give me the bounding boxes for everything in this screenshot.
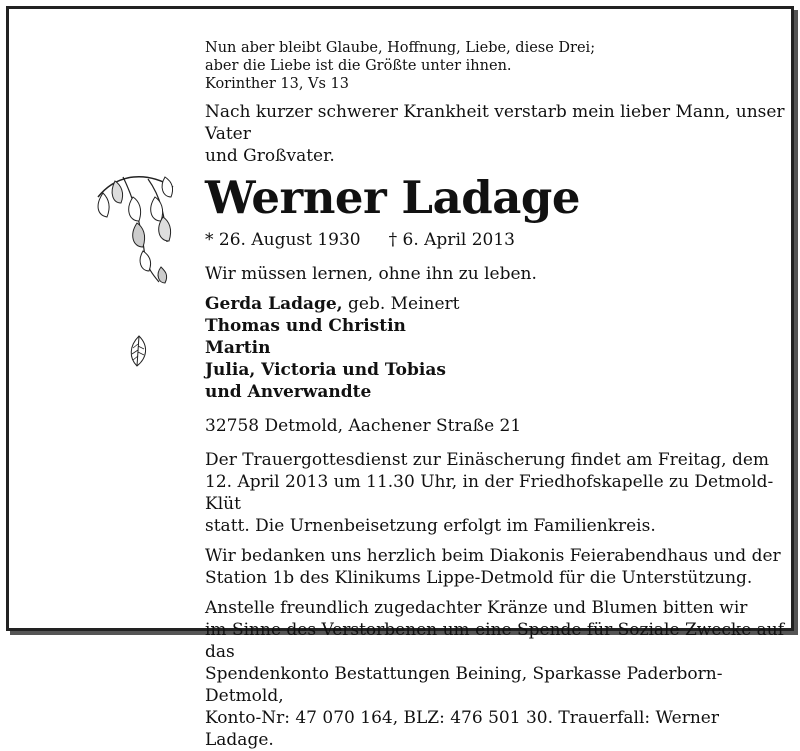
falling-leaf-icon [127,334,151,368]
bible-verse: Nun aber bleibt Glaube, Hoffnung, Liebe, diese Drei; aber die Liebe ist die Größte unter ihnen. Korinther 13, Vs 13 [205,40,596,92]
death-date: † 6. April 2013 [388,230,515,250]
spouse-note: geb. Meinert [342,294,460,314]
spouse-name: Gerda Ladage, [205,294,343,314]
obituary-frame [6,6,794,750]
birch-branch-icon [93,167,193,287]
motto: Wir müssen lernen, ohne ihn zu leben. [205,264,537,284]
deceased-name: Werner Ladage [205,171,580,224]
family-line: Thomas und Christin [205,316,406,336]
donation-text: Anstelle freundlich zugedachter Kränze und Blumen bitten wir im Sinne des Verstorbenen um eine Spende für Soziale Zwecke auf das Spendenkonto Bestattungen Beining, Sparkasse Paderborn-Detmold, Konto-Nr: 47 070 164, BLZ: 476 501 30. Trauerfall: Werner Ladage. [205,598,785,750]
service-info: Der Trauergottesdienst zur Einäscherung findet am Freitag, dem 12. April 2013 um 11.30 Uhr, in der Friedhofskapelle zu Detmold-Klüt statt. Die Urnenbeisetzung erfolgt im Familienkreis. [205,450,774,536]
life-dates [205,229,785,251]
thanks-text: Wir bedanken uns herzlich beim Diakonis Feierabendhaus und der Station 1b des Klinikums Lippe-Detmold für die Unterstützung. [205,546,781,588]
obituary-content [205,39,785,751]
family-line: Martin [205,338,271,358]
family-line: Julia, Victoria und Tobias [205,360,446,380]
family-list [205,293,785,403]
intro-text: Nach kurzer schwerer Krankheit verstarb mein lieber Mann, unser Vater und Großvater. [205,102,785,166]
birth-date: * 26. August 1930 [205,230,361,250]
family-line: und Anverwandte [205,382,372,402]
address: 32758 Detmold, Aachener Straße 21 [205,416,522,436]
